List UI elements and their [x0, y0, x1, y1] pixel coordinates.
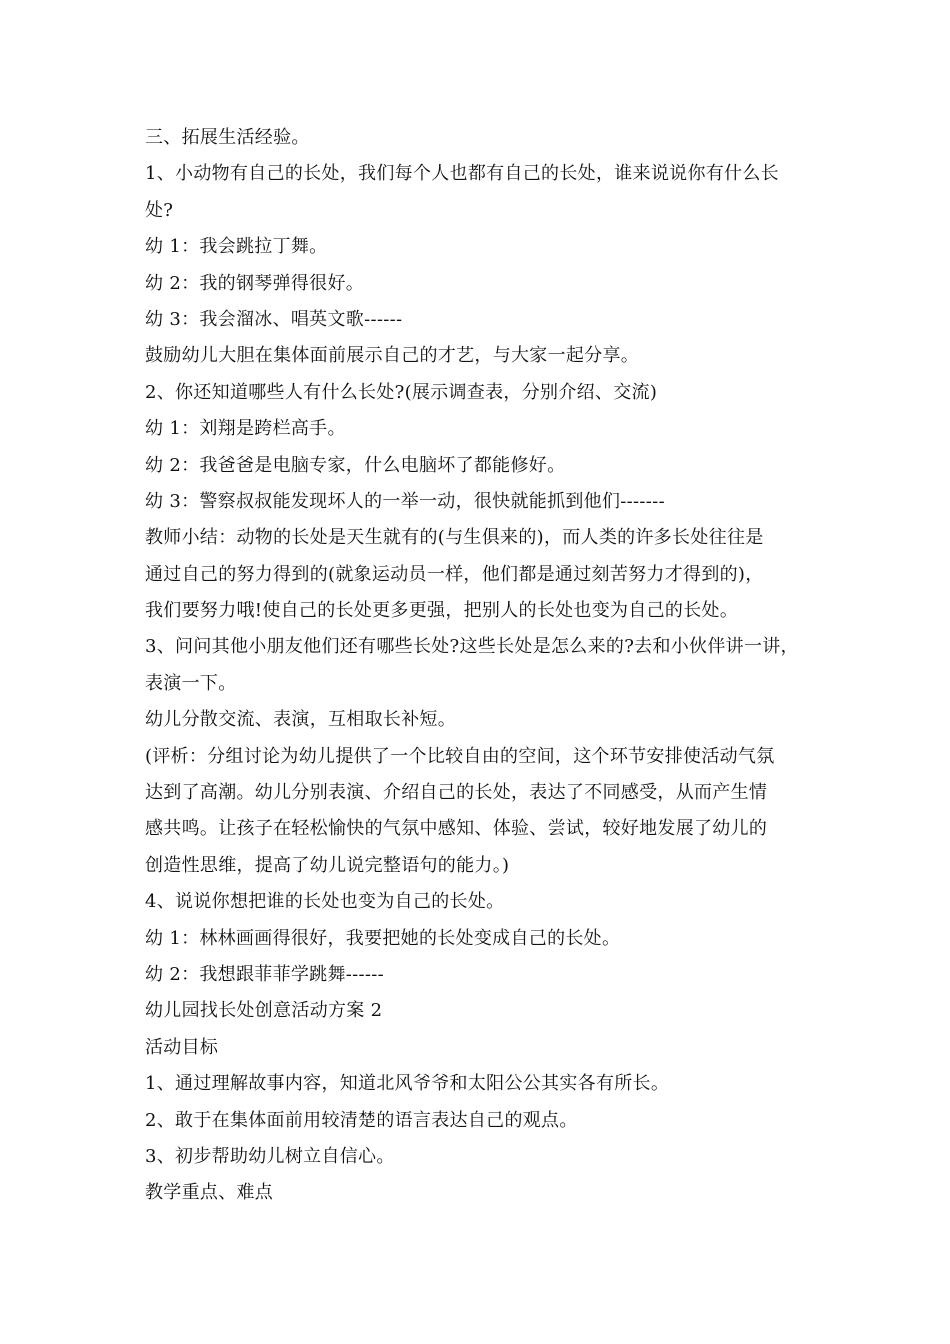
teacher-summary-line: 通过自己的努力得到的(就象运动员一样，他们都是通过刻苦努力才得到的)， — [145, 563, 764, 585]
commentary-line: (评析：分组讨论为幼儿提供了一个比较自由的空间，这个环节安排使活动气氛 — [145, 745, 775, 767]
paragraph-line: 幼儿分散交流、表演，互相取长补短。 — [145, 709, 457, 731]
plan-title: 幼儿园找长处创意活动方案 2 — [145, 1000, 383, 1022]
teacher-summary-line: 我们要努力哦!使自己的长处更多更强，把别人的长处也变为自己的长处。 — [145, 600, 739, 622]
child-answer-line: 幼 2：我爸爸是电脑专家，什么电脑坏了都能修好。 — [145, 454, 566, 476]
child-answer-line: 幼 3：我会溜冰、唱英文歌------ — [145, 308, 403, 330]
teacher-summary-line: 教师小结：动物的长处是天生就有的(与生俱来的)，而人类的许多长处往往是 — [145, 527, 764, 549]
paragraph-line: 3、问问其他小朋友他们还有哪些长处?这些长处是怎么来的?去和小伙伴讲一讲， — [145, 636, 799, 658]
goal-item: 2、敢于在集体面前用较清楚的语言表达自己的观点。 — [145, 1109, 578, 1131]
section-heading-key-points: 教学重点、难点 — [145, 1182, 274, 1204]
child-answer-line: 幼 1：刘翔是跨栏高手。 — [145, 418, 346, 440]
child-answer-line: 幼 3：警察叔叔能发现坏人的一举一动，很快就能抓到他们------- — [145, 490, 665, 512]
child-answer-line: 幼 1：我会跳拉丁舞。 — [145, 236, 328, 258]
document-body — [145, 120, 825, 1212]
paragraph-line: 1、小动物有自己的长处，我们每个人也都有自己的长处，谁来说说你有什么长 — [145, 163, 779, 185]
goal-item: 1、通过理解故事内容，知道北风爷爷和太阳公公其实各有所长。 — [145, 1073, 670, 1095]
section-heading-expand-experience: 三、拓展生活经验。 — [145, 127, 310, 148]
section-heading-goals: 活动目标 — [145, 1036, 219, 1058]
paragraph-line: 2、你还知道哪些人有什么长处?(展示调查表，分别介绍、交流) — [145, 381, 658, 403]
paragraph-line: 鼓励幼儿大胆在集体面前展示自己的才艺，与大家一起分享。 — [145, 345, 640, 367]
commentary-line: 感共鸣。让孩子在轻松愉快的气氛中感知、体验、尝试，较好地发展了幼儿的 — [145, 818, 768, 840]
paragraph-line: 处? — [145, 199, 174, 221]
paragraph-line: 4、说说你想把谁的长处也变为自己的长处。 — [145, 891, 505, 913]
child-answer-line: 幼 2：我的钢琴弹得很好。 — [145, 272, 365, 294]
commentary-line: 创造性思维，提高了幼儿说完整语句的能力。) — [145, 854, 510, 876]
child-answer-line: 幼 1：林林画画得很好，我要把她的长处变成自己的长处。 — [145, 927, 621, 949]
child-answer-line: 幼 2：我想跟菲菲学跳舞------ — [145, 963, 385, 985]
goal-item: 3、初步帮助幼儿树立自信心。 — [145, 1145, 395, 1167]
paragraph-line: 表演一下。 — [145, 672, 237, 694]
commentary-line: 达到了高潮。幼儿分别表演、介绍自己的长处，表达了不同感受，从而产生情 — [145, 782, 768, 804]
